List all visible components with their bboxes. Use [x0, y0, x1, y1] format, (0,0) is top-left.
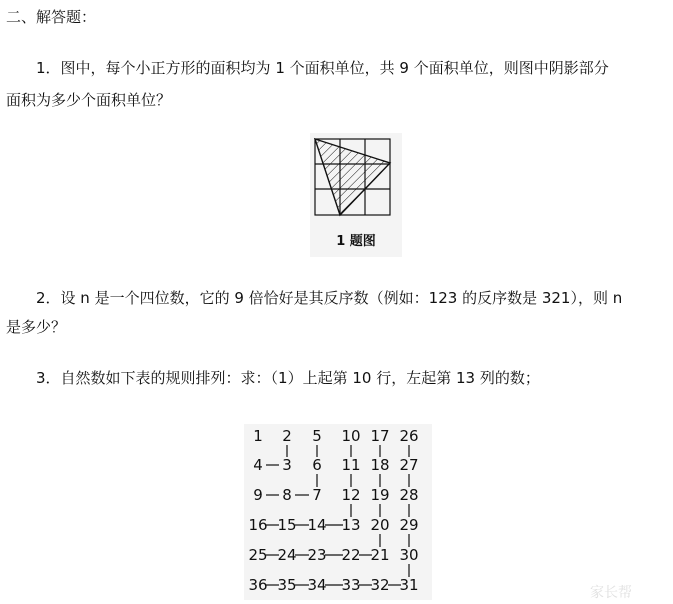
shaded-triangle [315, 139, 390, 215]
table-number: 32 [370, 576, 390, 594]
table-number: 13 [341, 516, 361, 534]
table-number: 19 [370, 486, 390, 504]
table-number: 24 [277, 546, 297, 564]
table-number: 18 [370, 456, 390, 474]
table-number: 7 [312, 486, 322, 504]
table-number: 14 [307, 516, 327, 534]
table-number: 31 [399, 576, 419, 594]
question-2-line-1: 2．设 n 是一个四位数，它的 9 倍恰好是其反序数（例如：123 的反序数是 321），则 n [36, 289, 623, 307]
figure-1-caption: 1 题图 [336, 234, 376, 249]
table-number: 16 [248, 516, 268, 534]
table-number: 17 [370, 427, 390, 445]
table-number: 27 [399, 456, 419, 474]
table-number: 10 [341, 427, 361, 445]
table-number: 4 [253, 456, 263, 474]
question-1-line-1: 1．图中，每个小正方形的面积均为 1 个面积单位，共 9 个面积单位，则图中阴影部分 [36, 59, 609, 77]
table-number: 35 [277, 576, 297, 594]
figure-1 [310, 133, 402, 257]
table-number: 25 [248, 546, 268, 564]
table-number: 6 [312, 456, 322, 474]
table-number: 28 [399, 486, 419, 504]
table-number: 23 [307, 546, 327, 564]
question-3-text: 3．自然数如下表的规则排列：求：（1）上起第 10 行，左起第 13 列的数； [36, 369, 540, 387]
table-number: 34 [307, 576, 327, 594]
table-number: 30 [399, 546, 419, 564]
table-number: 1 [253, 427, 263, 445]
table-number: 22 [341, 546, 361, 564]
table-number: 3 [282, 456, 292, 474]
figure-1-diagram [310, 133, 402, 233]
table-number: 9 [253, 486, 263, 504]
question-2-line-2: 是多少？ [6, 318, 67, 336]
table-number: 15 [277, 516, 297, 534]
question-1-line-2: 面积为多少个面积单位？ [6, 91, 172, 109]
watermark: 家长帮 [590, 585, 632, 601]
table-number: 33 [341, 576, 361, 594]
table-number: 11 [341, 456, 361, 474]
table-number: 8 [282, 486, 292, 504]
table-number: 29 [399, 516, 419, 534]
table-number: 2 [282, 427, 292, 445]
table-number: 21 [370, 546, 390, 564]
section-title: 二、解答题： [6, 8, 97, 26]
table-number: 20 [370, 516, 390, 534]
table-number: 26 [399, 427, 419, 445]
table-number: 12 [341, 486, 361, 504]
table-number: 5 [312, 427, 322, 445]
table-number: 36 [248, 576, 268, 594]
number-table [244, 424, 432, 600]
number-table-diagram [244, 424, 432, 600]
